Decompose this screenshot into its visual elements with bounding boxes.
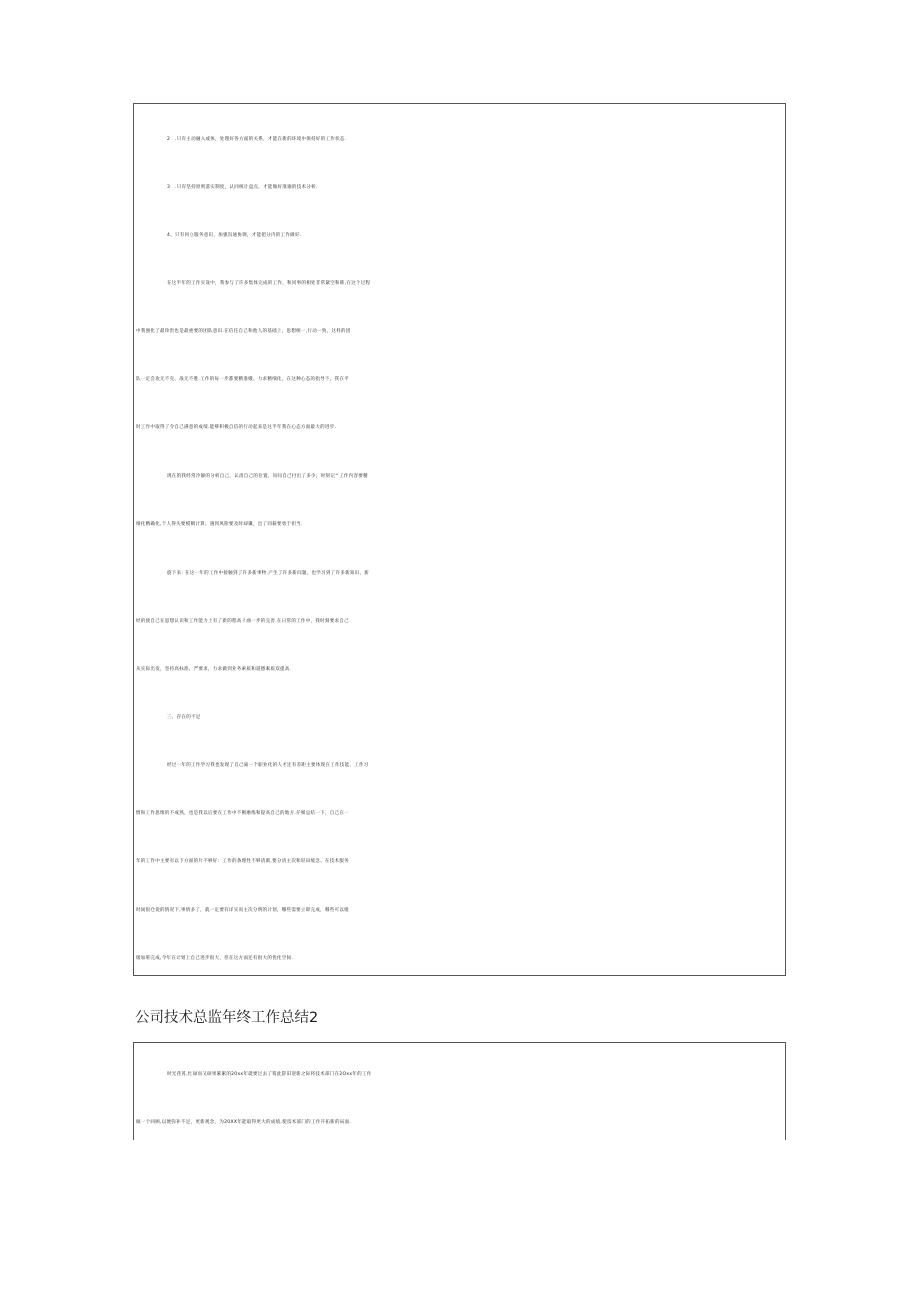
paragraph-line: 旋下来: 在这一年的工作中接触到了许多新事物.产生了许多新问题，也学习到了许多新知识、新	[167, 571, 370, 576]
paragraph-line: 经过一年的工作学习我也发现了自己离一个职业化的人才还有差距主要体现在工作技能、工作习	[167, 763, 369, 768]
paragraph-line: 现在的我经常冷静的分析自己，认清自己的位置，问问自己付出了多少；时刻记^工作内容要精	[167, 474, 368, 479]
paragraph-line: 队一定会攻无不克、战无不胜.工作的每一步都要精准娥，力求精细化，在这种心态的指导下，我在平	[136, 377, 349, 382]
document-box-1	[133, 103, 786, 976]
paragraph-line: 缓加班完成,今年在计划上自己进步很大，但在这方面还有很大的优化空间.	[136, 956, 294, 961]
document-box-2	[133, 1042, 786, 1140]
paragraph-line: 中我强化了最珍贵也是最重要的团队意识.在信任自己和他人的基础上，思想统一,行动一致，这样的团	[136, 329, 351, 334]
paragraph-line: 从实际出发，坚持高标准、严要求，力求做到业务索质和道德素质双提高.	[136, 667, 292, 672]
section-heading: 三、存在的不足	[167, 715, 201, 720]
paragraph-line: 经的使自己在思想认识和工作能力上有了新的程高彳曲一步的完善.在日常的工作中，我时刻要求自己	[136, 619, 349, 624]
document-heading: 公司技术总监年终工作总结2	[135, 1010, 319, 1026]
paragraph-line: 时光荏苒,忙碌而又硕果累累的20xx年就要过去了筠此辞旧迎新之际将技术部门在2Oxx年的工作	[167, 1072, 372, 1077]
paragraph-line: 做一个回顾,以便弥补不足，更新观念，为20XX年能取得更大的成绩,使技术部门的工作开拓新的局面.	[136, 1120, 352, 1125]
paragraph-line: 在这半年的工作实设中，我参与了许多集体完成的工作，和同事的相处非常紧空和睦,在这个过程	[167, 281, 371, 286]
paragraph-line: 时间很仓促的情况下,事情多了，就一定要有详实而主次分明的计划，哪些需要立即完成，哪些可以缓	[136, 908, 349, 913]
paragraph-line: 4、只有何立服务意识，加强沟通协调，才能把分内的工作做好.	[167, 233, 302, 238]
paragraph-line: 年的工作中主要有以下方面的片不够好：工作的条理性不够清渐,要分清主次和轻田缓急、在技术服务	[136, 859, 349, 864]
paragraph-line: 细化精确化,个人得失要模棢计算；遇到风险要及时却谶，出了同萩要勇于担当.	[136, 522, 303, 527]
paragraph-line: 2 .只有主动融入或体，处理好各方面的关系，才能在新的环境中保持好的工作状态.	[167, 137, 347, 142]
paragraph-line: 时工作中取得了令自己满意的成绩.能够积极自信的行动起来是这半年我在心态方面最大的进步.	[136, 425, 337, 430]
paragraph-line: 3 .只有坚持原则落实制度，认同统计盘点，才能做好准瑜的技术分析.	[167, 185, 318, 190]
paragraph-line: 惯和工作思维的不成熟，也是我以后要在工作中不断磨练和提高自己的地方.仔细总结一下，自己在一	[136, 811, 349, 816]
